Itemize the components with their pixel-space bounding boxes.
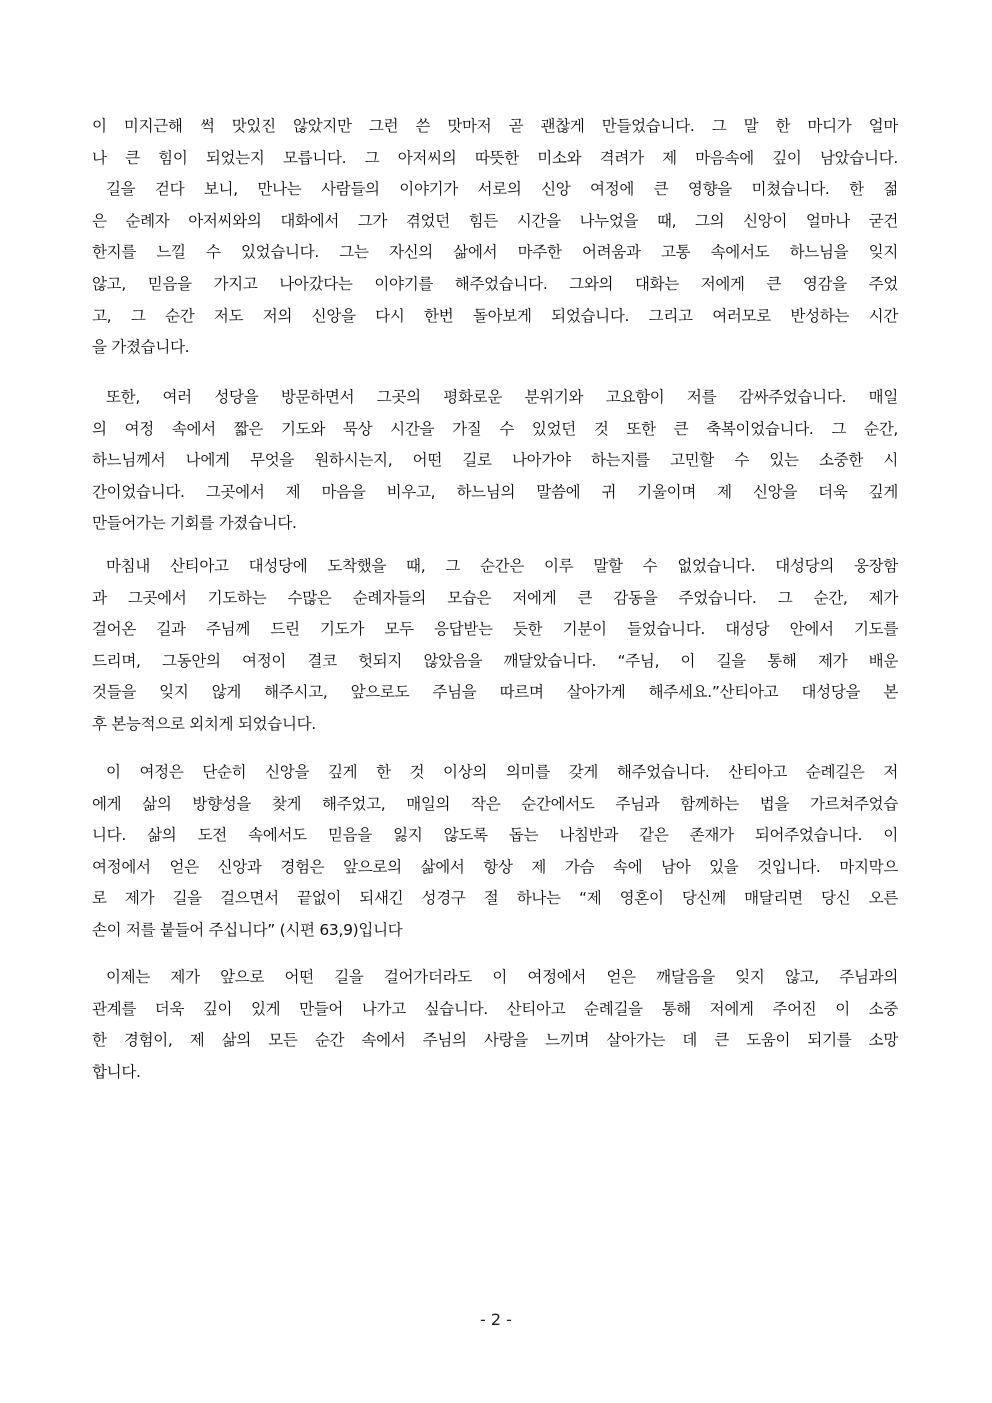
text-line: 하느님께서 나에게 무엇을 원하시는지, 어떤 길로 나아가야 하는지를 고민할 수 있는 소중한 시 xyxy=(92,451,898,470)
text-line: 간이었습니다. 그곳에서 제 마음을 비우고, 하느님의 말씀에 귀 기울이며 제 신앙을 더욱 깊게 xyxy=(92,482,898,501)
text-line: 드리며, 그동안의 여정이 결코 헛되지 않았음을 깨달았습니다. “주님, 이 길을 통해 제가 배운 xyxy=(92,651,898,670)
text-line: 이제는 제가 앞으로 어떤 길을 걸어가더라도 이 여정에서 얻은 깨달음을 잊지 않고, 주님과의 xyxy=(106,968,898,986)
text-line: 이 여정은 단순히 신앙을 깊게 한 것 이상의 의미를 갖게 해주었습니다. 산티아고 순례길은 저 xyxy=(106,763,898,781)
page-number: - 2 - xyxy=(480,1310,512,1329)
text-line: 또한, 여러 성당을 방문하면서 그곳의 평화로운 분위기와 고요함이 저를 감싸주었습니다. 매일 xyxy=(106,388,898,406)
text-line: 손이 저를 붙들어 주십니다” (시편 63,9)입니다 xyxy=(92,920,403,939)
text-line: 걸어온 길과 주님께 드린 기도가 모두 응답받는 듯한 기분이 들었습니다. 대성당 안에서 기도를 xyxy=(92,620,898,639)
text-line: 나 큰 힘이 되었는지 모릅니다. 그 아저씨의 따뜻한 미소와 격려가 제 마음속에 깊이 남았습니다. xyxy=(92,148,898,167)
text-line: 한 경험이, 제 삶의 모든 순간 속에서 주님의 사랑을 느끼며 살아가는 데 큰 도움이 되기를 소망 xyxy=(92,1031,898,1050)
text-line: 의 여정 속에서 짧은 기도와 묵상 시간을 가질 수 있었던 것 또한 큰 축복이었습니다. 그 순간, xyxy=(92,419,898,438)
text-line: 한지를 느낄 수 있었습니다. 그는 자신의 삶에서 마주한 어려움과 고통 속에서도 하느님을 잊지 xyxy=(92,243,898,262)
paragraph-4 xyxy=(92,757,898,947)
paragraph-3 xyxy=(92,551,898,741)
paragraph-5 xyxy=(92,962,898,1088)
text-line: 합니다. xyxy=(92,1062,141,1081)
text-line: 후 본능적으로 외치게 되었습니다. xyxy=(92,714,316,733)
text-line: 관계를 더욱 깊이 있게 만들어 나가고 싶습니다. 산티아고 순례길을 통해 저에게 주어진 이 소중 xyxy=(92,999,898,1018)
text-line: 만들어가는 기회를 가졌습니다. xyxy=(92,514,297,533)
paragraph-2 xyxy=(92,382,898,540)
text-line: 을 가졌습니다. xyxy=(92,338,190,357)
text-line: 마침내 산티아고 대성당에 도착했을 때, 그 순간은 이루 말할 수 없었습니다. 대성당의 웅장함 xyxy=(106,557,898,575)
text-line: 여정에서 얻은 신앙과 경험은 앞으로의 삶에서 항상 제 가슴 속에 남아 있을 것입니다. 마지막으 xyxy=(92,857,898,876)
text-line: 것들을 잊지 않게 해주시고, 앞으로도 주님을 따르며 살아가게 해주세요.”산티아고 대성당을 본 xyxy=(92,683,898,702)
text-line: 않고, 믿음을 가지고 나아갔다는 이야기를 해주었습니다. 그와의 대화는 저에게 큰 영감을 주었 xyxy=(92,274,898,293)
text-line: 과 그곳에서 기도하는 수많은 순례자들의 모습은 저에게 큰 감동을 주었습니다. 그 순간, 제가 xyxy=(92,588,898,607)
text-line: 고, 그 순간 저도 저의 신앙을 다시 한번 돌아보게 되었습니다. 그리고 여러모로 반성하는 시간 xyxy=(92,306,898,325)
text-line: 은 순례자 아저씨와의 대화에서 그가 겪었던 힘든 시간을 나누었을 때, 그의 신앙이 얼마나 굳건 xyxy=(92,211,898,230)
text-line: 에게 삶의 방향성을 찾게 해주었고, 매일의 작은 순간에서도 주님과 함께하는 법을 가르쳐주었습 xyxy=(92,794,898,813)
paragraph-1 xyxy=(92,111,898,364)
text-line: 로 제가 길을 걸으면서 끝없이 되새긴 성경구 절 하나는 “제 영혼이 당신께 매달리면 당신 오른 xyxy=(92,889,898,908)
text-line: 길을 걷다 보니, 만나는 사람들의 이야기가 서로의 신앙 여정에 큰 영향을 미쳤습니다. 한 젊 xyxy=(106,180,898,199)
text-line: 니다. 삶의 도전 속에서도 믿음을 잃지 않도록 돕는 나침반과 같은 존재가 되어주었습니다. 이 xyxy=(92,826,898,845)
text-line: 이 미지근해 썩 맛있진 않았지만 그런 쓴 맛마저 곧 괜찮게 만들었습니다. 그 말 한 마디가 얼마 xyxy=(92,117,898,135)
